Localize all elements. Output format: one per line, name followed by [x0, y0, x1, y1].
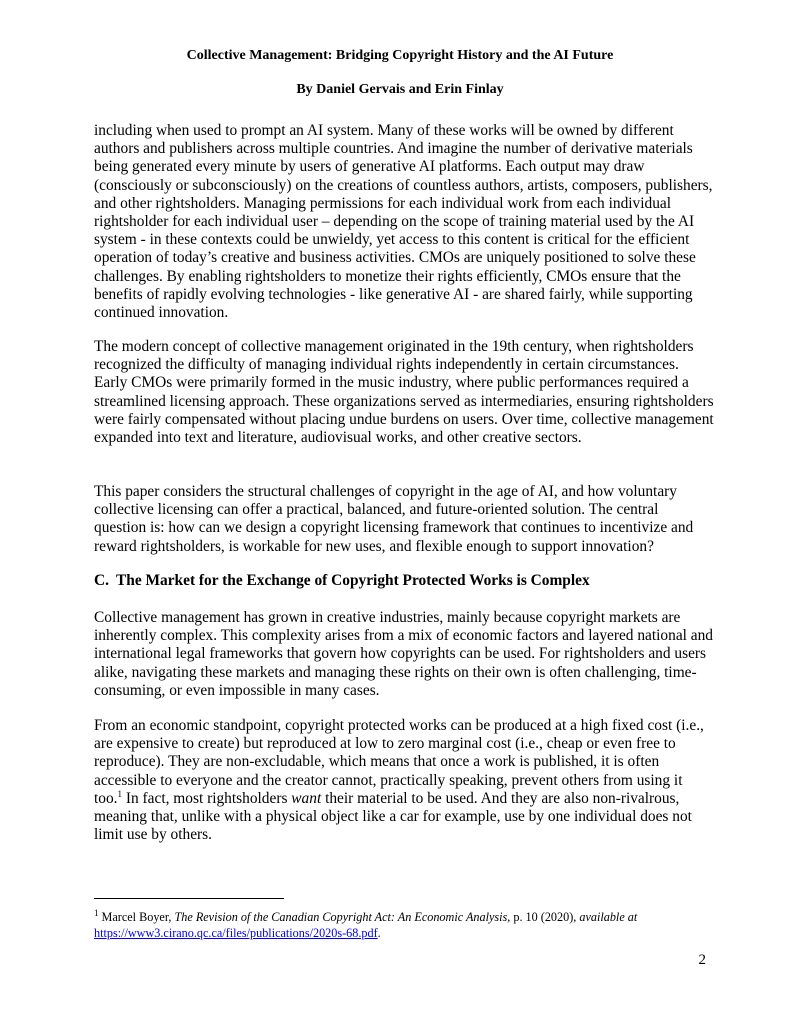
- running-header-title: Collective Management: Bridging Copyright History and the AI Future: [186, 48, 614, 63]
- body-paragraph-3: This paper considers the structural challenges of copyright in the age of AI, and how voluntary collective licensing can offer a practical, balanced, and future-oriented solution. The central question is: how can we design a copyright licensing framework that continues to incentivize and reward rightsholders, is workable for new uses, and flexible enough to support innovation?: [94, 483, 694, 555]
- footnote-separator: [94, 898, 284, 899]
- section-title: The Market for the Exchange of Copyright Protected Works is Complex: [116, 572, 590, 589]
- body-paragraph-2: The modern concept of collective management originated in the 19th century, when rightsholders recognized the difficulty of managing individual rights independently in certain circumstances. Early CMOs were primarily formed in the music industry, where public performances required a streamlined licensing approach. These organizations served as intermediaries, ensuring rightsholders were fairly compensated without placing undue burdens on users. Over time, collective management expanded into text and literature, audiovisual works, and other creative sectors.: [94, 338, 714, 447]
- footnote-details: , p. 10 (2020),: [507, 910, 580, 924]
- footnote-1: [94, 907, 714, 941]
- paragraph-5-text-b: In fact, most rightsholders: [122, 789, 292, 807]
- body-paragraph-4: Collective management has grown in creative industries, mainly because copyright markets are inherently complex. This complexity arises from a mix of economic factors and layered national and international legal frameworks that govern how copyrights can be used. For rightsholders and users alike, navigating these markets and managing these rights on their own is often challenging, time-consuming, or even impossible in many cases.: [94, 609, 713, 699]
- footnote-end: .: [377, 925, 381, 940]
- section-label: C.: [94, 572, 109, 589]
- section-heading-c: [94, 572, 714, 590]
- footnote-url-link[interactable]: https://www3.cirano.qc.ca/files/publications/2020s-68.pdf: [94, 925, 378, 940]
- paragraph-5-text-c: their material to be used. And they are also non-rivalrous, meaning that, unlike with a physical object like a car for example, use by one individual does not limit use by others.: [94, 789, 692, 844]
- running-header-authors: By Daniel Gervais and Erin Finlay: [296, 82, 504, 97]
- footnote-reference[interactable]: 1: [117, 788, 123, 799]
- footnote-author: Marcel Boyer,: [98, 910, 175, 924]
- emphasis-word: want: [291, 789, 322, 807]
- body-paragraph-1: including when used to prompt an AI system. Many of these works will be owned by different authors and publishers across multiple countries. And imagine the number of derivative materials being generated every minute by users of generative AI platforms. Each output may draw (consciously or subconsciously) on the creations of countless authors, artists, composers, publishers, and other rightsholders. Managing permissions for each individual work from each individual rightsholder for each individual user – depending on the scope of training material used by the AI system - in these contexts could be unwieldy, yet access to this content is critical for the efficient operation of today’s creative and business activities. CMOs are uniquely positioned to solve these challenges. By enabling rightsholders to monetize their rights efficiently, CMOs ensure that the benefits of rapidly evolving technologies - like generative AI - are shared fairly, while supporting continued innovation.: [94, 122, 713, 322]
- page-number: 2: [698, 952, 706, 968]
- paragraph-5-text-a: From an economic standpoint, copyright protected works can be produced at a high fixed cost (i.e., are expensive to create) but reproduced at low to zero marginal cost (i.e., cheap or even free to reproduce). They are non-excludable, which means that once a work is published, it is often accessible to everyone and the creator cannot, practically speaking, prevent others from using it too.: [94, 717, 704, 807]
- footnote-number: 1: [94, 907, 99, 918]
- footnote-work-title: The Revision of the Canadian Copyright Act: An Economic Analysis: [174, 910, 508, 924]
- footnote-available-at: available at: [579, 910, 638, 924]
- body-paragraph-5: [94, 717, 714, 844]
